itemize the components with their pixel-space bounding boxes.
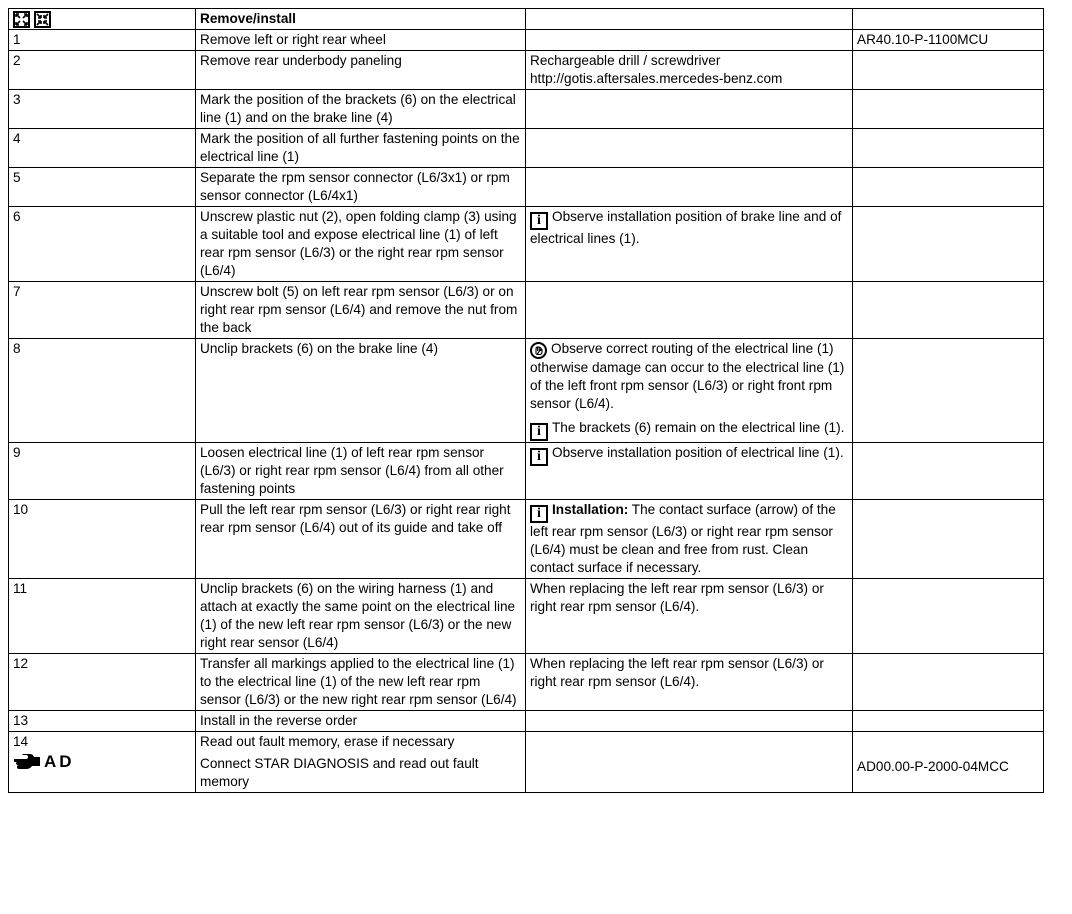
pointing-hand-icon <box>13 754 41 770</box>
note-block <box>530 655 849 691</box>
step-reference[interactable] <box>853 654 1044 711</box>
step-number-cell <box>9 732 196 793</box>
step-notes <box>526 732 853 793</box>
step-number: 1 <box>9 30 196 51</box>
step-notes <box>526 711 853 732</box>
note-text: Observe correct routing of the electrical line (1) otherwise damage can occur to the electrical line (1) of the left front rpm sensor (L6/3) or right front rpm sensor (L6/4). <box>530 341 845 411</box>
step-notes <box>526 51 853 90</box>
step-action: Mark the position of all further fastening points on the electrical line (1) <box>196 129 526 168</box>
step-number: 6 <box>9 207 196 282</box>
step-notes <box>526 90 853 129</box>
step-notes <box>526 168 853 207</box>
table-row <box>9 30 1044 51</box>
step-action: Remove rear underbody paneling <box>196 51 526 90</box>
header-empty-ref <box>853 9 1044 30</box>
header-empty-notes <box>526 9 853 30</box>
step-reference[interactable] <box>853 207 1044 282</box>
step-reference[interactable] <box>853 579 1044 654</box>
step-number: 7 <box>9 282 196 339</box>
table-row <box>9 443 1044 500</box>
table-row <box>9 711 1044 732</box>
step-action: Loosen electrical line (1) of left rear rpm sensor (L6/3) or right rear rpm sensor (L6/4) from all other fastening points <box>196 443 526 500</box>
step-action: Pull the left rear rpm sensor (L6/3) or right rear right rear rpm sensor (L6/4) out of its guide and take off <box>196 500 526 579</box>
step-action: Separate the rpm sensor connector (L6/3x1) or rpm sensor connector (L6/4x1) <box>196 168 526 207</box>
table-row <box>9 90 1044 129</box>
step-action: Unscrew bolt (5) on left rear rpm sensor (L6/3) or on right rear rpm sensor (L6/4) and remove the nut from the back <box>196 282 526 339</box>
note-block <box>530 208 849 248</box>
info-icon: i <box>530 505 548 523</box>
info-icon: i <box>530 212 548 230</box>
step-number: 9 <box>9 443 196 500</box>
step-notes <box>526 339 853 443</box>
ad-badge <box>13 753 192 771</box>
note-text: The contact surface (arrow) of the left rear rpm sensor (L6/3) or right rear rpm sensor (L6/4) must be clean and free from rust. Clean contact surface if necessary. <box>530 502 836 575</box>
step-number: 4 <box>9 129 196 168</box>
step-notes <box>526 129 853 168</box>
collapse-all-icon[interactable] <box>34 11 51 28</box>
step-number: 13 <box>9 711 196 732</box>
step-reference[interactable] <box>853 339 1044 443</box>
note-text: When replacing the left rear rpm sensor (L6/3) or right rear rpm sensor (L6/4). <box>530 581 824 614</box>
step-number: 8 <box>9 339 196 443</box>
step-action: Install in the reverse order <box>196 711 526 732</box>
info-icon: i <box>530 423 548 441</box>
step-reference[interactable] <box>853 51 1044 90</box>
step-reference[interactable] <box>853 129 1044 168</box>
warning-icon <box>530 342 547 359</box>
note-block <box>530 501 849 577</box>
step-action: Unscrew plastic nut (2), open folding clamp (3) using a suitable tool and expose electrical line (1) of left rear rpm sensor (L6/3) or the right rear rpm sensor (L6/4) <box>196 207 526 282</box>
table-row <box>9 207 1044 282</box>
note-block <box>530 444 849 466</box>
step-reference[interactable] <box>853 711 1044 732</box>
step-action: Mark the position of the brackets (6) on the electrical line (1) and on the brake line (4) <box>196 90 526 129</box>
table-row <box>9 51 1044 90</box>
step-action: Remove left or right rear wheel <box>196 30 526 51</box>
header-icons-cell <box>9 9 196 30</box>
step-action: Unclip brackets (6) on the wiring harness (1) and attach at exactly the same point on the electrical line (1) of the new left rear rpm sensor (L6/3) or the new right rear sensor (L6/4) <box>196 579 526 654</box>
note-text: Observe installation position of brake line and of electrical lines (1). <box>530 209 842 246</box>
step-notes <box>526 579 853 654</box>
step-reference[interactable] <box>853 500 1044 579</box>
table-row <box>9 168 1044 207</box>
step-notes <box>526 500 853 579</box>
step-number: 2 <box>9 51 196 90</box>
table-row <box>9 579 1044 654</box>
note-block <box>530 580 849 616</box>
step-reference[interactable]: AD00.00-P-2000-04MCC <box>853 732 1044 793</box>
procedure-table <box>8 8 1044 793</box>
step-number: 11 <box>9 579 196 654</box>
note-block <box>530 340 849 413</box>
table-row <box>9 500 1044 579</box>
step-action: Transfer all markings applied to the electrical line (1) to the electrical line (1) of the new left rear rpm sensor (L6/3) or the new right rear rpm sensor (L6/4) <box>196 654 526 711</box>
header-row <box>9 9 1044 30</box>
step-reference[interactable] <box>853 443 1044 500</box>
note-bold-prefix: Installation: <box>552 502 629 517</box>
note-text: Observe installation position of electrical line (1). <box>552 445 844 460</box>
table-row <box>9 129 1044 168</box>
step-notes <box>526 654 853 711</box>
note-text: Rechargeable drill / screwdriver http://gotis.aftersales.mercedes-benz.com <box>530 53 783 86</box>
table-row-final <box>9 732 1044 793</box>
step-reference[interactable] <box>853 282 1044 339</box>
step-number: 10 <box>9 500 196 579</box>
step-notes <box>526 282 853 339</box>
expand-all-icon[interactable] <box>13 11 30 28</box>
step-action-line1: Read out fault memory, erase if necessary <box>200 734 455 749</box>
step-action: Unclip brackets (6) on the brake line (4) <box>196 339 526 443</box>
step-number: 14 <box>13 734 29 749</box>
step-action-cell <box>196 732 526 793</box>
note-block <box>530 419 849 441</box>
step-number: 5 <box>9 168 196 207</box>
note-text: The brackets (6) remain on the electrical line (1). <box>552 420 845 435</box>
step-action-line2: Connect STAR DIAGNOSIS and read out fault memory <box>200 756 479 789</box>
header-title: Remove/install <box>196 9 526 30</box>
note-text: When replacing the left rear rpm sensor (L6/3) or right rear rpm sensor (L6/4). <box>530 656 824 689</box>
step-notes <box>526 30 853 51</box>
step-reference[interactable] <box>853 90 1044 129</box>
info-icon: i <box>530 448 548 466</box>
step-number: 12 <box>9 654 196 711</box>
table-row <box>9 282 1044 339</box>
note-block <box>530 52 849 88</box>
table-row <box>9 339 1044 443</box>
table-row <box>9 654 1044 711</box>
step-reference[interactable]: AR40.10-P-1100MCU <box>853 30 1044 51</box>
step-reference[interactable] <box>853 168 1044 207</box>
step-number: 3 <box>9 90 196 129</box>
step-notes <box>526 207 853 282</box>
step-notes <box>526 443 853 500</box>
ad-label: AD <box>44 752 75 771</box>
